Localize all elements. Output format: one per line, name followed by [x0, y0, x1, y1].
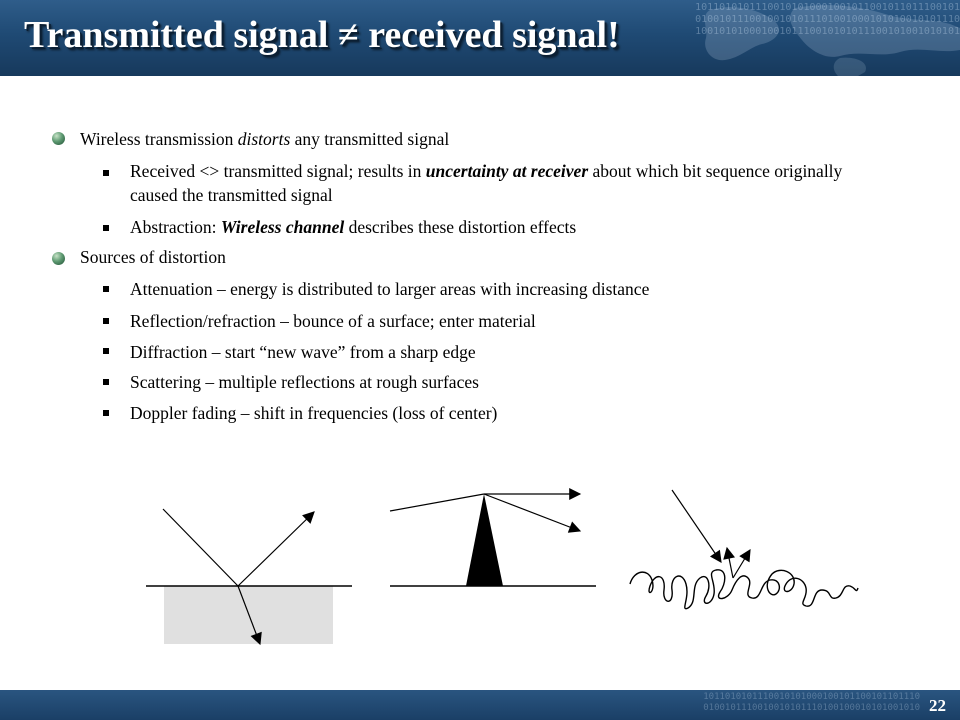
scattered-ray-1: [727, 548, 733, 578]
bullet-emphasis: distorts: [237, 129, 291, 149]
sub-bullet-diffraction: Diffraction – start “new wave” from a sharp edge: [130, 342, 476, 362]
bullet-emphasis: Wireless channel: [220, 217, 345, 237]
footer-binary-pattern: [590, 692, 920, 714]
sub-bullet-scattering: Scattering – multiple reflections at rough surfaces: [130, 372, 479, 392]
sub-bullet-doppler: Doppler fading – shift in frequencies (loss of center): [130, 403, 498, 423]
bullet-text: any transmitted signal: [290, 129, 450, 149]
scattering-diagram: [630, 490, 858, 609]
sub-bullet-reflection: Reflection/refraction – bounce of a surface; enter material: [130, 311, 536, 331]
bullet-text: Wireless transmission: [80, 129, 238, 149]
sub-bullet-attenuation: Attenuation – energy is distributed to larger areas with increasing distance: [130, 279, 650, 299]
footer-binary-row: 0100101110010010101110100100010101001010: [703, 703, 920, 713]
incident-ray: [163, 509, 238, 586]
bullet-text: Received <> transmitted signal; results in: [130, 161, 426, 181]
header-binary-row: 10110101011100101010001001011001011011100101: [695, 2, 960, 13]
bullet-text: describes these distortion effects: [344, 217, 577, 237]
slide-title: Transmitted signal ≠ received signal!: [24, 14, 620, 56]
reflected-ray: [238, 512, 314, 586]
footer-banner: [0, 690, 960, 720]
diffraction-diagram: [390, 494, 596, 586]
incident-ray-scatter: [672, 490, 721, 562]
bullet-emphasis: uncertainty at receiver: [425, 161, 589, 181]
bullet-text: Abstraction:: [130, 217, 221, 237]
sharp-edge-wedge: [466, 494, 503, 586]
diffracted-wave-bent: [484, 494, 580, 531]
header-binary-row: 10010101000100101110010101011100101001010101: [695, 26, 960, 37]
bullet-text: about which bit sequence originally caused the transmitted signal: [130, 161, 843, 205]
header-binary-row: 01001011100100101011101001000101010010101110: [695, 14, 960, 25]
bullet-text: Sources of distortion: [80, 247, 226, 267]
footer-binary-row: 1011010101110010101000100101100101101110: [703, 692, 920, 702]
rough-surface: [630, 570, 858, 609]
incoming-wave: [390, 494, 484, 511]
reflection-refraction-diagram: [146, 509, 352, 644]
scattered-ray-2: [733, 550, 750, 578]
page-number: 22: [929, 696, 946, 715]
